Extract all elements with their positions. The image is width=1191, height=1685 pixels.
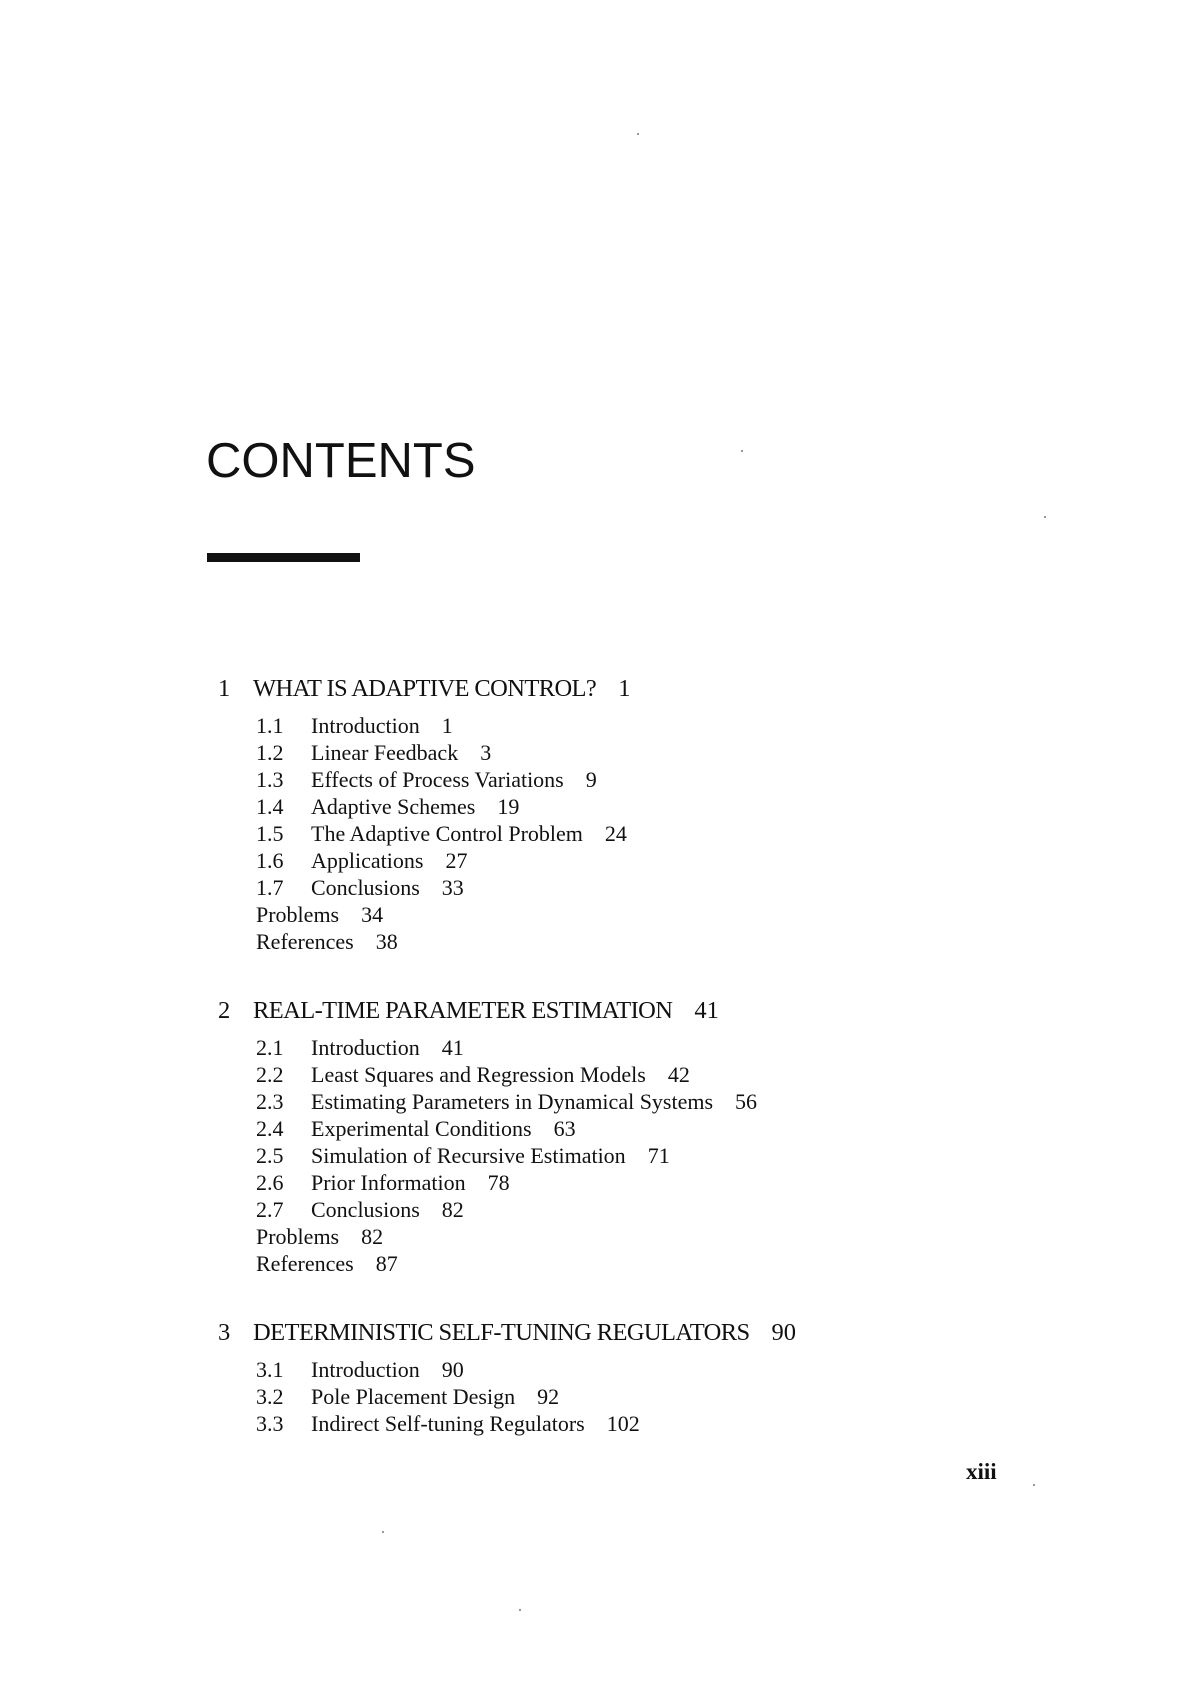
section-title: Introduction <box>311 1357 420 1382</box>
section-number: 2.1 <box>256 1035 284 1060</box>
toc-entry <box>256 1142 938 1169</box>
toc-entry <box>256 712 938 739</box>
toc-entry <box>256 1383 938 1410</box>
section-number: 1.4 <box>256 794 284 819</box>
chapter-title: WHAT IS ADAPTIVE CONTROL? <box>253 675 597 702</box>
section-page: 102 <box>606 1411 640 1436</box>
toc-entry <box>256 739 938 766</box>
section-page: 56 <box>735 1089 758 1114</box>
toc-entry <box>256 820 938 847</box>
scan-speck <box>1044 516 1046 518</box>
section-page: 33 <box>441 875 464 900</box>
chapter-page: 41 <box>694 997 719 1024</box>
chapter-heading <box>218 996 938 1026</box>
toc-entry <box>256 847 938 874</box>
chapter-heading <box>218 674 938 704</box>
chapter-title: REAL-TIME PARAMETER ESTIMATION <box>253 997 673 1024</box>
section-page: 24 <box>604 821 627 846</box>
toc-entry <box>256 874 938 901</box>
section-number: 1.7 <box>256 875 284 900</box>
chapter-number: 2 <box>218 997 231 1024</box>
section-page: 63 <box>553 1116 576 1141</box>
section-number: 3.2 <box>256 1384 284 1409</box>
section-page: 9 <box>585 767 597 792</box>
scan-speck <box>382 1531 384 1533</box>
section-title: Applications <box>311 848 424 873</box>
section-page: 19 <box>497 794 520 819</box>
chapter-2 <box>218 996 938 1277</box>
section-title: Indirect Self-tuning Regulators <box>311 1411 585 1436</box>
section-number: 2.5 <box>256 1143 284 1168</box>
section-title: The Adaptive Control Problem <box>311 821 583 846</box>
toc-entry <box>256 1115 938 1142</box>
toc-entry-references <box>256 1250 938 1277</box>
chapter-3 <box>218 1318 938 1437</box>
section-page: 1 <box>441 713 453 738</box>
section-title: Conclusions <box>311 875 420 900</box>
section-page: 38 <box>375 929 398 954</box>
section-number: 1.6 <box>256 848 284 873</box>
title-rule <box>207 553 360 562</box>
section-list <box>218 712 938 955</box>
toc-entry <box>256 1169 938 1196</box>
section-number: 2.6 <box>256 1170 284 1195</box>
section-page: 82 <box>441 1197 464 1222</box>
section-title: Problems <box>256 902 340 927</box>
section-number: 3.1 <box>256 1357 284 1382</box>
section-title: References <box>256 1251 354 1276</box>
section-page: 71 <box>647 1143 670 1168</box>
scan-speck <box>637 133 639 135</box>
scan-speck <box>519 1609 521 1611</box>
section-number: 3.3 <box>256 1411 284 1436</box>
section-number: 1.1 <box>256 713 284 738</box>
toc-entry <box>256 1034 938 1061</box>
section-page: 41 <box>441 1035 464 1060</box>
section-title: Pole Placement Design <box>311 1384 516 1409</box>
section-number: 1.5 <box>256 821 284 846</box>
section-page: 82 <box>361 1224 384 1249</box>
scan-speck <box>741 450 743 452</box>
toc-entry <box>256 1088 938 1115</box>
toc-entry-problems <box>256 1223 938 1250</box>
section-title: Least Squares and Regression Models <box>311 1062 646 1087</box>
chapter-1 <box>218 674 938 955</box>
section-title: Introduction <box>311 713 420 738</box>
page-title: CONTENTS <box>206 434 476 488</box>
chapter-number: 1 <box>218 675 231 702</box>
section-page: 78 <box>487 1170 510 1195</box>
section-title: Effects of Process Variations <box>311 767 564 792</box>
toc-entry <box>256 793 938 820</box>
toc-entry-references <box>256 928 938 955</box>
section-title: Introduction <box>311 1035 420 1060</box>
section-title: Experimental Conditions <box>311 1116 532 1141</box>
section-title: Prior Information <box>311 1170 466 1195</box>
chapter-heading <box>218 1318 938 1348</box>
toc-entry <box>256 766 938 793</box>
toc-entry-problems <box>256 901 938 928</box>
section-page: 42 <box>667 1062 690 1087</box>
section-number: 2.2 <box>256 1062 284 1087</box>
chapter-number: 3 <box>218 1319 231 1346</box>
chapter-page: 1 <box>618 675 631 702</box>
section-page: 90 <box>441 1357 464 1382</box>
toc-entry <box>256 1061 938 1088</box>
section-page: 3 <box>480 740 492 765</box>
section-title: Problems <box>256 1224 340 1249</box>
section-number: 1.3 <box>256 767 284 792</box>
section-title: Conclusions <box>311 1197 420 1222</box>
section-list <box>218 1356 938 1437</box>
section-title: Adaptive Schemes <box>311 794 476 819</box>
section-list <box>218 1034 938 1277</box>
section-title: References <box>256 929 354 954</box>
section-number: 2.7 <box>256 1197 284 1222</box>
scan-speck <box>1033 1484 1035 1486</box>
section-title: Estimating Parameters in Dynamical Systems <box>311 1089 714 1114</box>
section-page: 27 <box>445 848 468 873</box>
section-number: 1.2 <box>256 740 284 765</box>
section-title: Simulation of Recursive Estimation <box>311 1143 626 1168</box>
section-number: 2.3 <box>256 1089 284 1114</box>
page-number: xiii <box>966 1459 997 1484</box>
toc-entry <box>256 1356 938 1383</box>
section-title: Linear Feedback <box>311 740 459 765</box>
chapter-page: 90 <box>771 1319 797 1346</box>
section-page: 34 <box>361 902 384 927</box>
chapter-title: DETERMINISTIC SELF-TUNING REGULATORS <box>253 1319 750 1346</box>
section-number: 2.4 <box>256 1116 284 1141</box>
toc-entry <box>256 1410 938 1437</box>
section-page: 92 <box>537 1384 560 1409</box>
section-page: 87 <box>375 1251 398 1276</box>
toc-entry <box>256 1196 938 1223</box>
